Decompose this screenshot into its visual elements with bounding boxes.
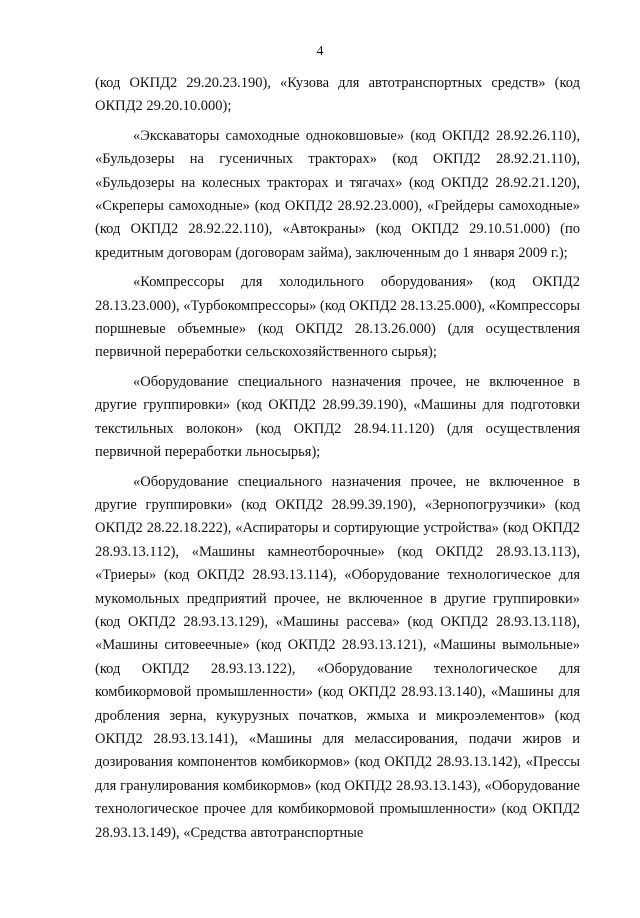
page-number: 4 xyxy=(316,44,324,59)
paragraph-compressors: «Компрессоры для холодильного оборудования» (код ОКПД2 28.13.23.000), «Турбокомпрессоры» (код ОКПД2 28.13.25.000), «Компрессоры поршневые объемные» (код ОКПД2 28.13.26.000) (для осуществления первичной переработки сельскохозяйственного сырья); xyxy=(95,274,580,361)
paragraph-textile-equipment: «Оборудование специального назначения прочее, не включенное в другие группировки» (код ОКПД2 28.99.39.190), «Машины для подготовки текстильных волокон» (код ОКПД2 28.94.11.120) (для осуществления первичной переработки льносырья); xyxy=(95,373,580,461)
paragraph-continuation: (код ОКПД2 29.20.23.190), «Кузова для автотранспортных средств» (код ОКПД2 29.20.10.000); xyxy=(95,75,580,115)
document-body xyxy=(95,72,580,851)
paragraph-excavators: «Экскаваторы самоходные одноковшовые» (код ОКПД2 28.92.26.110), «Бульдозеры на гусеничных тракторах» (код ОКПД2 28.92.21.110), «Бульдозеры на колесных тракторах и тягачах» (код ОКПД2 28.92.21.120), «Скреперы самоходные» (код ОКПД2 28.92.23.000), «Грейдеры самоходные» (код ОКПД2 28.92.22.110), «Автокраны» (код ОКПД2 29.10.51.000) (по кредитным договорам (договорам займа), заключенным до 1 января 2009 г.); xyxy=(95,127,580,261)
paragraph-milling-equipment: «Оборудование специального назначения прочее, не включенное в другие группировки» (код ОКПД2 28.99.39.190), «Зернопогрузчики» (код ОКПД2 28.22.18.222), «Аспираторы и сортирующие устройства» (код ОКПД2 28.93.13.112), «Машины камнеотборочные» (код ОКПД2 28.93.13.113), «Триеры» (код ОКПД2 28.93.13.114), «Оборудование технологическое для мукомольных предприятий прочее, не включенное в другие группировки» (код ОКПД2 28.93.13.129), «Машины рассева» (код ОКПД2 28.93.13.118), «Машины ситовеечные» (код ОКПД2 28.93.13.121), «Машины вымольные» (код ОКПД2 28.93.13.122), «Оборудование технологическое для комбикормовой промышленности» (код ОКПД2 28.93.13.140), «Машины для дробления зерна, кукурузных початков, жмыха и микроэлементов» (код ОКПД2 28.93.13.141), «Машины для мелассирования, подачи жиров и дозирования компонентов комбикормов» (код ОКПД2 28.93.13.142), «Прессы для гранулирования комбикормов» (код ОКПД2 28.93.13.143), «Оборудование технологическое прочее для комбикормовой промышленности» (код ОКПД2 28.93.13.149), «Средства автотранспортные xyxy=(95,473,580,841)
